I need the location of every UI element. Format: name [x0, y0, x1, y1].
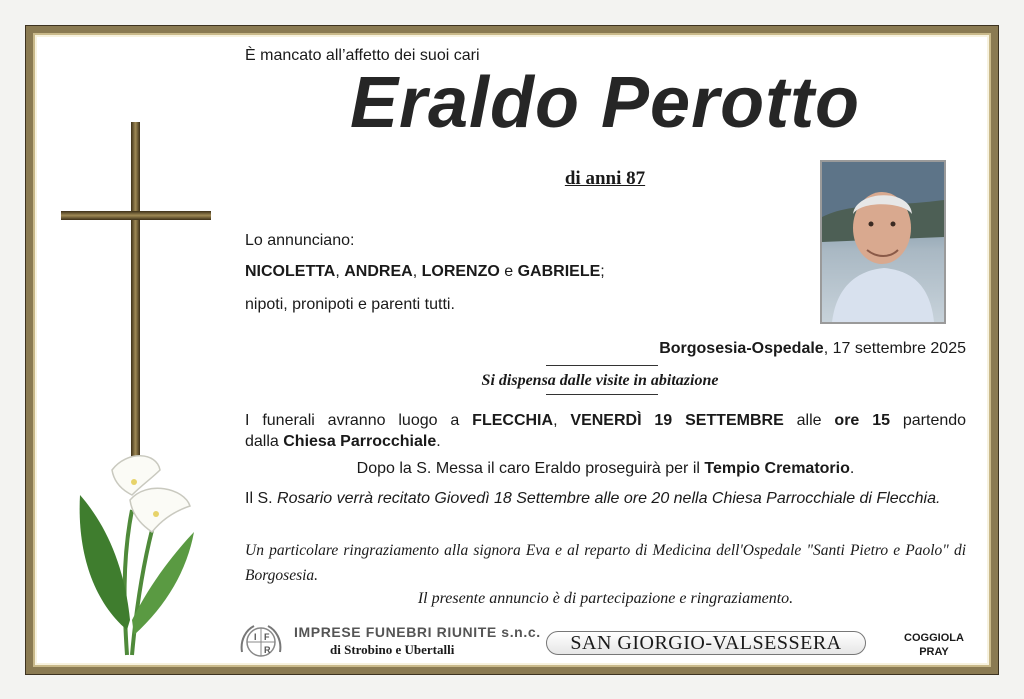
company-name: IMPRESE FUNEBRI RIUNITE s.n.c.: [294, 624, 541, 640]
mass-text-a: Dopo la S. Messa il caro Eraldo proseguirà per il: [356, 460, 705, 477]
mass-text-b: .: [849, 460, 855, 477]
mass-text: [245, 460, 966, 478]
funeral-text: alle: [783, 412, 835, 429]
portrait-image: [822, 162, 944, 322]
separator: ,: [335, 263, 345, 280]
divider: [546, 365, 658, 366]
crematorium-name: Tempio Crematorio: [704, 460, 850, 477]
logo-letter-f: F: [264, 632, 270, 642]
visit-notice: Si dispensa dalle visite in abitazione: [481, 372, 719, 389]
town-coggiola: COGGIOLA: [904, 632, 964, 644]
funeral-home-logo-icon: [238, 622, 284, 662]
relatives-text: nipoti, pronipoti e parenti tutti.: [245, 296, 455, 313]
funeral-line-1: [245, 408, 966, 433]
rosary-text: [245, 486, 966, 511]
place-text: Borgosesia-Ospedale: [659, 340, 824, 357]
separator: ,: [412, 263, 422, 280]
company-subtitle: di Strobino e Ubertalli: [330, 642, 455, 657]
town-badge: SAN GIORGIO-VALSESSERA: [546, 631, 866, 655]
intro-text: È mancato all’affetto dei suoi cari: [245, 47, 480, 64]
logo-letter-i: I: [254, 632, 257, 642]
name-lorenzo: LORENZO: [421, 263, 500, 280]
divider: [546, 394, 658, 395]
cross-icon: [55, 118, 220, 458]
rosary-text-b: Rosario verrà recitato Giovedì 18 Settembre alle ore 20 nella Chiesa Parrocchiale di Flecchia.: [277, 490, 941, 507]
place-date: [659, 340, 966, 358]
funeral-time: ore 15: [834, 412, 890, 429]
funeral-day: VENERDÌ 19 SETTEMBRE: [570, 412, 784, 429]
thanks-text: Un particolare ringraziamento alla signora Eva e al reparto di Medicina dell'Ospedale "Santi Pietro e Paolo" di Borgosesia.: [245, 542, 966, 584]
rosary-text-a: Il S.: [245, 490, 278, 507]
separator: e: [499, 263, 518, 280]
family-names: [245, 263, 605, 281]
town-pray: PRAY: [919, 646, 949, 658]
separator: ;: [600, 263, 605, 280]
logo-letter-r: R: [264, 645, 271, 655]
name-nicoletta: NICOLETTA: [245, 263, 336, 280]
funeral-text: I funerali avranno luogo a: [245, 412, 473, 429]
church-name: Chiesa Parrocchiale: [283, 433, 437, 450]
funeral-text: .: [436, 433, 441, 450]
funeral-text: partendo: [890, 412, 967, 429]
funeral-town: FLECCHIA: [472, 412, 554, 429]
announce-label: Lo annunciano:: [245, 232, 355, 249]
funeral-line-2: [245, 433, 441, 451]
date-text: , 17 settembre 2025: [823, 340, 966, 357]
name-andrea: ANDREA: [344, 263, 413, 280]
portrait-photo: [820, 160, 946, 324]
other-towns: [896, 631, 972, 659]
calla-lily-icon: [72, 440, 212, 660]
age-text: di anni 87: [564, 168, 646, 189]
funeral-text: ,: [553, 412, 571, 429]
closing-text: Il presente annuncio è di partecipazione e ringraziamento.: [417, 590, 794, 607]
name-gabriele: GABRIELE: [517, 263, 601, 280]
deceased-name: Eraldo Perotto: [349, 63, 861, 143]
funeral-text: dalla: [245, 433, 284, 450]
